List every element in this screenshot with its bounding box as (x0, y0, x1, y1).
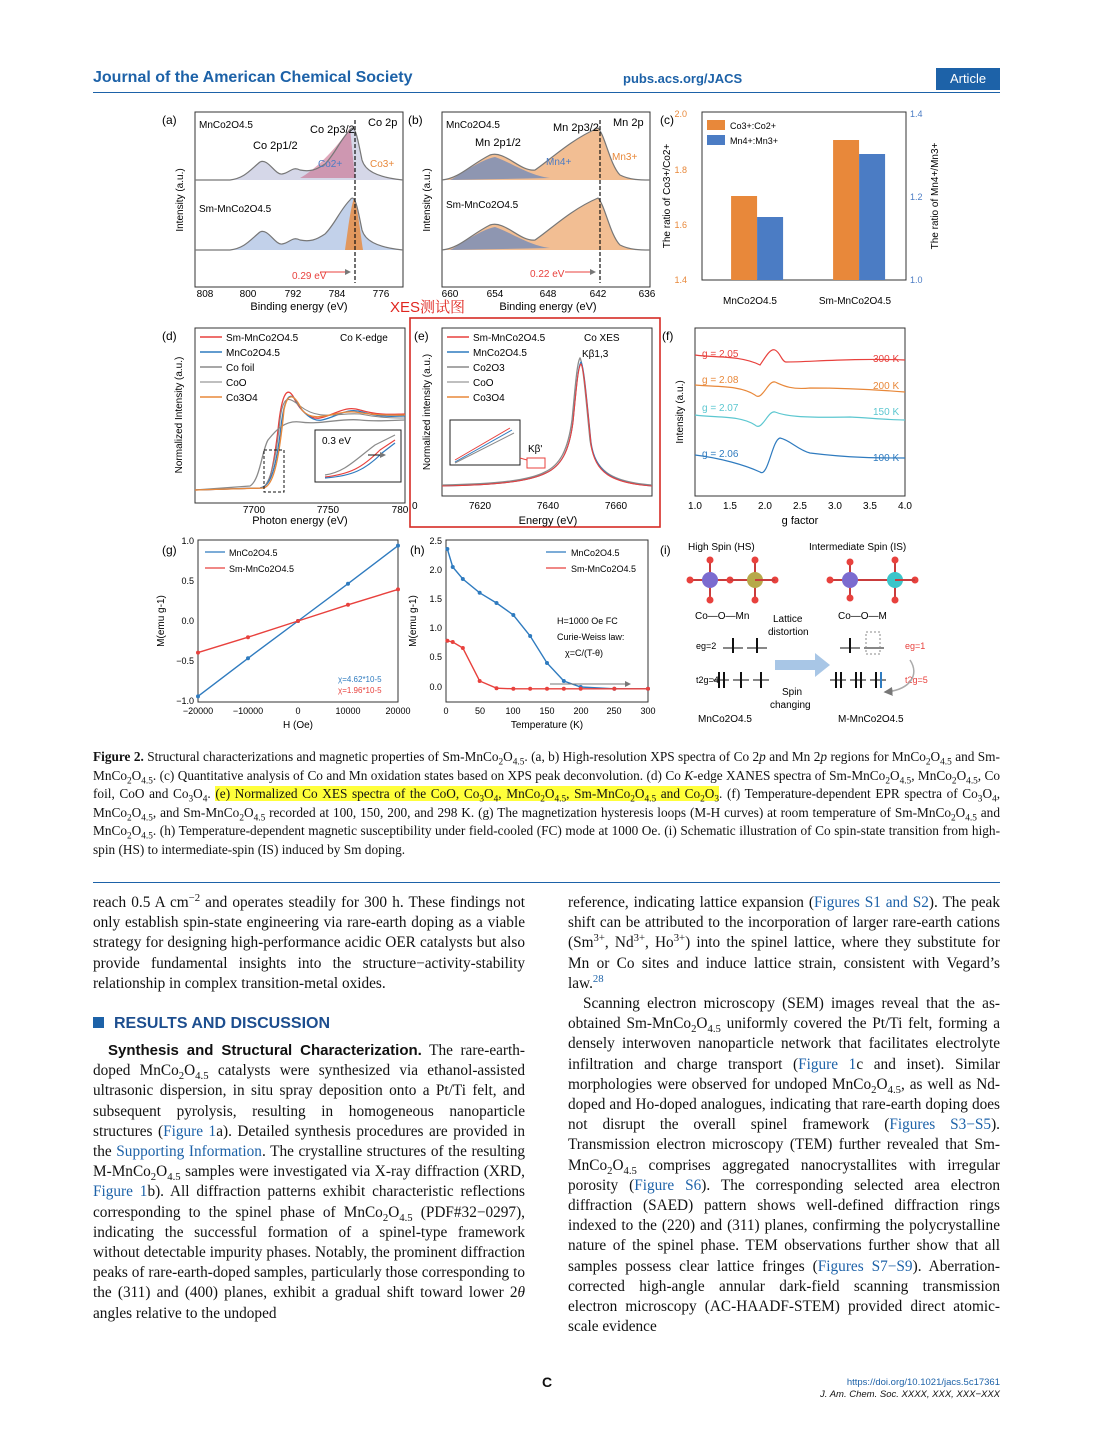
svg-text:changing: changing (770, 700, 811, 711)
svg-text:t2g=5: t2g=5 (905, 675, 928, 685)
legend-swatch-co (707, 120, 725, 130)
panel-c-cat-1: MnCo2O4.5 (723, 296, 777, 307)
panel-b-label: (b) (408, 113, 423, 127)
svg-text:776: 776 (372, 289, 390, 300)
series-point-1-2 (461, 646, 465, 650)
svg-text:g = 2.05: g = 2.05 (702, 349, 739, 360)
svg-text:250: 250 (606, 706, 622, 716)
svg-text:Co2O3: Co2O3 (473, 363, 505, 374)
panel-g-ylabel: M(emu g-1) (156, 595, 167, 647)
panel-d-title: Co K-edge (340, 333, 388, 344)
svg-text:MnCo2O4.5: MnCo2O4.5 (698, 714, 752, 725)
panel-d-label: (d) (162, 329, 177, 343)
panel-b-p32: Mn 2p3/2 (553, 122, 599, 134)
journal-reference: J. Am. Chem. Soc. XXXX, XXX, XXX−XXX (820, 1389, 1000, 1400)
svg-text:648: 648 (539, 289, 557, 300)
series-point-1-4 (396, 587, 400, 591)
svg-text:High Spin (HS): High Spin (HS) (688, 542, 755, 553)
svg-text:0.5: 0.5 (181, 576, 194, 586)
panel-g (156, 536, 411, 731)
figure-1-link[interactable]: Figure 1 (163, 1122, 217, 1140)
panel-d-ylabel: Normalized Intensity (a.u.) (174, 356, 185, 474)
doi-link[interactable]: https://doi.org/10.1021/jacs.5c17361 (846, 1377, 1000, 1388)
series-point-0-6 (528, 634, 532, 638)
svg-text:−10000: −10000 (232, 706, 264, 716)
svg-text:636: 636 (638, 289, 656, 300)
figure-caption: Figure 2. Structural characterizations and magnetic properties of $Sm-MnCo_2O_{4.5}$. (a, b) High-resolution XPS spectra of Co 2p and Mn 2p regions for $MnCo_2O_{4.5}$ and $Sm-MnCo_2O_{4.5}$. (c) Quantitative analysis of Co and Mn oxidation states based on XPS peak deconvolution. (d) Co K-edge XANES spectra of $Sm-MnCo_2O_{4.5}$, $MnCo_2O_{4.5}$, Co foil, CoO and $Co_3O_4$. (e) Normalized Co XES spectra of the CoO, $Co_3O_4$, $MnCo_2O_{4.5}$, $Sm-MnCo_2O_{4.5}$ and $Co_2O_3$. (f) Temperature-dependent EPR spectra of $Co_3O_4$, $MnCo_2O_{4.5}$, and $Sm-MnCo_2O_{4.5}$ recorded at 100, 150, 200, and 298 K. (g) The magnetization hysteresis loops (M-H curves) at room temperature of $Sm-MnCo_2O_{4.5}$ and $MnCo_2O_{4.5}$. (h) Temperature-dependent magnetic susceptibility under field-cooled (FC) mode at 1000 Oe. (i) Schematic illustration of Co spin-state transition from high-spin (HS) to intermediate-spin (IS) induced by Sm doping. (93, 749, 1001, 857)
panel-b (408, 112, 656, 313)
svg-text:642: 642 (589, 289, 607, 300)
series-point-0-2 (461, 577, 465, 581)
caption-divider (93, 882, 1000, 883)
svg-text:3.5: 3.5 (863, 501, 877, 512)
svg-text:1.5: 1.5 (429, 594, 442, 604)
octahedron-is-icon (827, 557, 919, 604)
svg-text:MnCo2O4.5: MnCo2O4.5 (571, 548, 620, 558)
svg-text:2.0: 2.0 (674, 109, 687, 119)
panel-f-xlabel: g factor (781, 515, 819, 527)
figures-s1-s2-link[interactable]: Figures S1 and S2 (813, 894, 929, 911)
svg-text:−20000: −20000 (182, 706, 214, 716)
series-point-0-0 (445, 547, 449, 551)
svg-text:800: 800 (239, 289, 257, 300)
panel-c-legend-co: Co3+:Co2+ (730, 121, 777, 131)
panel-b-mn4: Mn4+ (546, 157, 572, 168)
svg-text:1.0: 1.0 (181, 536, 194, 546)
svg-text:g = 2.07: g = 2.07 (702, 403, 739, 414)
svg-text:Spin: Spin (782, 687, 803, 698)
panel-g-chi1: χ=4.62*10-5 (338, 675, 382, 684)
panel-e-kbp: Kβ' (528, 444, 543, 455)
panel-a-ylabel: Intensity (a.u.) (175, 168, 186, 232)
svg-text:0.5: 0.5 (429, 652, 442, 662)
series-point-1-3 (346, 603, 350, 607)
panel-a-shift: 0.29 eV (292, 271, 327, 282)
panel-c-label: (c) (660, 113, 674, 127)
panel-i (660, 542, 928, 725)
series-point-0-3 (478, 591, 482, 595)
panel-e-label: (e) (414, 329, 429, 343)
svg-text:792: 792 (284, 289, 302, 300)
svg-text:MnCo2O4.5: MnCo2O4.5 (473, 348, 527, 359)
svg-text:7640: 7640 (536, 501, 560, 512)
svg-text:Co foil: Co foil (226, 363, 255, 374)
svg-text:2.5: 2.5 (793, 501, 807, 512)
series-point-1-3 (478, 679, 482, 683)
svg-text:200 K: 200 K (873, 381, 900, 392)
svg-text:Co—O—Mn: Co—O—Mn (695, 611, 750, 622)
svg-text:100 K: 100 K (873, 453, 900, 464)
panel-a-co2: Co2+ (318, 159, 343, 170)
svg-text:Co—O—M: Co—O—M (838, 611, 887, 622)
octahedron-hs-icon (687, 557, 779, 604)
spin-arrows-is-icon (830, 632, 886, 688)
svg-text:7660: 7660 (604, 501, 628, 512)
panel-a (162, 112, 403, 313)
subsection-heading: Synthesis and Structural Characterization. (108, 1042, 422, 1060)
svg-text:300 K: 300 K (873, 354, 900, 365)
panel-g-chi2: χ=1.96*10-5 (338, 686, 382, 695)
svg-text:M-MnCo2O4.5: M-MnCo2O4.5 (838, 714, 904, 725)
right-column: reference, indicating lattice expansion (Figures S1 and S2). The peak shift can be attributed to the incorporation of larger rare-earth cations ($Sm^{3+}$, $Nd^{3+}$, $Ho^{3+}$) into the spinel lattice, where they substitute for Mn or Co sites and induce lattice strain, consistent with Vegard’s law.$^{28}$ Scanning electron microscopy (SEM) images reveal that the as-obtained $Sm-MnCo_2O_{4.5}$ uniformly covered the Pt/Ti felt, forming a densely interwoven nanoparticle network that facilitates electrolyte infiltration and charge transport (Figure 1c and inset). Similar morphologies were observed for undoped $MnCo_2O_{4.5}$, as well as Nd-doped and Ho-doped analogues, indicating that rare-earth doping does not disrupt the overall spinel framework (Figures S3−S5). Transmission electron microscopy (TEM) further revealed that $Sm-MnCo_2O_{4.5}$ comprises aggregated nanocrystallites with irregular porosity (Figure S6). The corresponding selected area electron diffraction (SAED) pattern shows well-defined diffraction rings indexed to the (220) and (311) planes, confirming the polycrystalline nature of the spinel phase. TEM observations further show that all samples possess clear lattice fringes (Figures S7−S9). Aberration-corrected high-angle annular dark-field scanning transmission electron microscopy (AC-HAADF-STEM) provided direct atomic-scale evidence (568, 894, 1001, 1336)
panel-b-mn3: Mn3+ (612, 152, 638, 163)
svg-text:Intermediate Spin (IS): Intermediate Spin (IS) (809, 542, 907, 553)
panel-b-bottom-label: Sm-MnCo2O4.5 (446, 200, 519, 211)
series-point-0-8 (562, 679, 566, 683)
svg-text:7750: 7750 (316, 505, 340, 516)
panel-c (660, 109, 941, 307)
panel-b-top-label: MnCo2O4.5 (446, 120, 500, 131)
svg-text:distortion: distortion (768, 627, 809, 638)
panel-a-label: (a) (162, 113, 177, 127)
panel-e-title: Co XES (584, 333, 620, 344)
svg-text:Sm-MnCo2O4.5: Sm-MnCo2O4.5 (571, 564, 637, 574)
panel-e-kb13: Kβ1,3 (582, 349, 609, 360)
series-point-1-5 (511, 687, 515, 691)
svg-text:1.2: 1.2 (910, 192, 923, 202)
panel-b-ylabel: Intensity (a.u.) (422, 168, 433, 232)
svg-text:eg=1: eg=1 (905, 641, 926, 651)
svg-text:eg=2: eg=2 (696, 641, 717, 651)
svg-text:1.6: 1.6 (674, 220, 687, 230)
svg-text:1.4: 1.4 (674, 275, 687, 285)
series-point-1-10 (612, 687, 616, 691)
series-point-1-2 (296, 619, 300, 623)
panel-b-xlabel: Binding energy (eV) (499, 301, 597, 313)
panel-d-inset: 0.3 eV (322, 436, 351, 447)
svg-text:808: 808 (196, 289, 214, 300)
journal-url[interactable]: pubs.acs.org/JACS (623, 71, 743, 86)
figures-s7-s9-link[interactable]: Figures S7−S9 (817, 1257, 913, 1275)
series-point-1-0 (445, 639, 449, 643)
panel-i-label: (i) (660, 543, 671, 557)
series-point-1-6 (528, 687, 532, 691)
page-number: C (542, 1374, 553, 1390)
svg-text:Co3O4: Co3O4 (226, 393, 258, 404)
svg-text:2.0: 2.0 (758, 501, 772, 512)
page-header (93, 68, 1000, 92)
svg-text:1.4: 1.4 (910, 109, 923, 119)
svg-text:50: 50 (474, 706, 486, 716)
series-point-0-4 (396, 544, 400, 548)
panel-b-corner: Mn 2p (613, 117, 644, 129)
panel-b-p12: Mn 2p1/2 (475, 137, 521, 149)
svg-text:g = 2.08: g = 2.08 (702, 375, 739, 386)
svg-text:Sm-MnCo2O4.5: Sm-MnCo2O4.5 (473, 333, 546, 344)
panel-h-xlabel: Temperature (K) (510, 720, 584, 731)
left-column: reach 0.5 A $cm^{-2}$ and operates steadily for 300 h. These findings not only establish spin-state engineering via rare-earth doping as a viable strategy for designing high-performance acidic OER catalysts but also provide fundamental insights into the structure−activity-stability relationship in complex transition-metal oxides. RESULTS AND DISCUSSION Synthesis and Structural Characterization. The rare-earth-doped $MnCo_2O_{4.5}$ catalysts were synthesized via ethanol-assisted ultrasonic dispersion, in situ spray deposition onto a Pt/Ti felt, and subsequent pyrolysis, resulting in homogeneous nanoparticle structures (Figure 1a). Detailed synthesis procedures are provided in the Supporting Information. The crystalline structures of the resulting $M-MnCo_2O_{4.5}$ samples were investigated via X-ray diffraction (XRD, Figure 1b). All diffraction patterns exhibit characteristic reflections corresponding to the spinel phase of $MnCo_2O_{4.5}$ (PDF#32−0297), indicating the successful formation of a spinel-type framework without detectable impurity phases. Notably, the prominent diffraction peaks of rare-earth-doped samples, particularly those corresponding to the (311) and (400) planes, exhibit a gradual shift toward lower 2θ angles relative to the undoped (93, 891, 526, 1322)
panel-c-bars (731, 140, 885, 280)
series-point-1-1 (246, 635, 250, 639)
panel-h (408, 536, 656, 731)
svg-text:1.0: 1.0 (688, 501, 702, 512)
svg-text:1.0: 1.0 (429, 623, 442, 633)
spin-arrows-hs-icon (713, 638, 769, 688)
series-point-1-4 (495, 686, 499, 690)
svg-text:2.0: 2.0 (429, 565, 442, 575)
panel-a-xlabel: Binding energy (eV) (250, 301, 348, 313)
svg-text:0: 0 (295, 706, 301, 716)
panel-a-p32: Co 2p3/2 (310, 124, 355, 136)
ref-28-link[interactable]: 28 (592, 972, 604, 985)
section-heading: RESULTS AND DISCUSSION (93, 1015, 525, 1033)
series-point-1-7 (545, 687, 549, 691)
article-type-badge: Article (936, 68, 1000, 90)
series-point-1-11 (646, 687, 650, 691)
series-point-1-8 (562, 687, 566, 691)
panel-d-xlabel: Photon energy (eV) (252, 515, 348, 527)
bar-co-0 (731, 196, 757, 280)
panel-e-xlabel: Energy (eV) (518, 515, 578, 527)
figure-1b-link[interactable]: Figure 1 (93, 1183, 148, 1201)
svg-text:0: 0 (443, 706, 449, 716)
panel-d (162, 328, 409, 527)
svg-text:150: 150 (539, 706, 555, 716)
svg-text:g = 2.06: g = 2.06 (702, 449, 739, 460)
svg-text:20000: 20000 (385, 706, 411, 716)
journal-name[interactable]: Journal of the American Chemical Society (93, 69, 413, 86)
panel-h-ylabel: M(emu g-1) (408, 595, 419, 647)
svg-text:−0.5: −0.5 (176, 656, 194, 666)
svg-text:CoO: CoO (226, 378, 247, 389)
figure-1c-link[interactable]: Figure 1 (798, 1055, 857, 1073)
series-point-0-7 (545, 661, 549, 665)
series-point-1-9 (579, 687, 583, 691)
svg-text:MnCo2O4.5: MnCo2O4.5 (226, 348, 280, 359)
panel-f (662, 328, 912, 527)
svg-text:654: 654 (486, 289, 504, 300)
svg-text:4.0: 4.0 (898, 501, 912, 512)
svg-text:MnCo2O4.5: MnCo2O4.5 (229, 548, 278, 558)
series-point-0-0 (196, 694, 200, 698)
svg-text:Lattice: Lattice (773, 614, 803, 625)
panel-f-ylabel: Intensity (a.u.) (675, 380, 686, 444)
series-point-1-0 (196, 651, 200, 655)
panel-f-label: (f) (662, 329, 674, 343)
bar-mn-1 (859, 154, 885, 280)
panel-h-note2: Curie-Weiss law: (557, 632, 625, 642)
highlighted-caption-e: (e) Normalized Co XES spectra of the CoO, $Co_3O_4$, $MnCo_2O_{4.5}$, $Sm-MnCo_2O_{4.5}$ and $Co_2O_3$ (215, 786, 720, 805)
panel-g-label: (g) (162, 543, 177, 557)
panel-a-p12: Co 2p1/2 (253, 140, 298, 152)
svg-text:7700: 7700 (242, 505, 266, 516)
svg-text:2.5: 2.5 (429, 536, 442, 546)
series-point-0-1 (246, 656, 250, 660)
svg-text:660: 660 (441, 289, 459, 300)
panel-a-corner: Co 2p (368, 117, 398, 129)
svg-text:Sm-MnCo2O4.5: Sm-MnCo2O4.5 (229, 564, 295, 574)
panel-c-ylabel-right: The ratio of Mn4+/Mn3+ (930, 142, 941, 250)
panel-c-legend-mn: Mn4+:Mn3+ (730, 136, 779, 146)
header-divider (93, 92, 1000, 93)
panel-b-shift: 0.22 eV (530, 269, 565, 280)
series-point-1-1 (451, 640, 455, 644)
series-point-0-3 (346, 582, 350, 586)
panel-a-co3: Co3+ (370, 159, 395, 170)
series-point-0-5 (511, 613, 515, 617)
svg-text:1.5: 1.5 (723, 501, 737, 512)
svg-text:Co3O4: Co3O4 (473, 393, 505, 404)
svg-text:300: 300 (640, 706, 656, 716)
series-point-0-4 (495, 601, 499, 605)
legend-swatch-mn (707, 135, 725, 145)
svg-text:3.0: 3.0 (828, 501, 842, 512)
svg-text:780: 780 (391, 505, 409, 516)
transition-arrow-icon (775, 653, 830, 677)
svg-text:200: 200 (573, 706, 589, 716)
svg-text:Sm-MnCo2O4.5: Sm-MnCo2O4.5 (226, 333, 299, 344)
panel-g-xlabel: H (Oe) (283, 720, 313, 731)
panel-e (412, 328, 652, 527)
svg-text:10000: 10000 (335, 706, 361, 716)
panel-a-top-label: MnCo2O4.5 (199, 120, 253, 131)
panel-h-label: (h) (410, 543, 425, 557)
svg-text:1.8: 1.8 (674, 165, 687, 175)
svg-text:0.0: 0.0 (429, 682, 442, 692)
svg-text:150 K: 150 K (873, 407, 900, 418)
svg-text:784: 784 (328, 289, 346, 300)
xes-annotation: XES测试图 (390, 299, 466, 316)
svg-text:0.0: 0.0 (181, 616, 194, 626)
svg-text:1.0: 1.0 (910, 275, 923, 285)
figure-s6-link[interactable]: Figure S6 (634, 1176, 702, 1194)
series-point-0-1 (451, 565, 455, 569)
svg-text:CoO: CoO (473, 378, 494, 389)
panel-h-note3: χ=C/(T-θ) (565, 648, 603, 658)
panel-h-note1: H=1000 Oe FC (557, 616, 618, 626)
svg-text:100: 100 (505, 706, 521, 716)
figure-2 (150, 100, 950, 740)
figures-s3-s5-link[interactable]: Figures S3−S5 (889, 1116, 992, 1134)
svg-text:0: 0 (412, 501, 418, 512)
panel-a-bottom-label: Sm-MnCo2O4.5 (199, 204, 272, 215)
bar-mn-0 (757, 217, 783, 280)
bar-co-1 (833, 140, 859, 280)
supporting-info-link[interactable]: Supporting Information (116, 1143, 262, 1161)
panel-e-ylabel: Normalized intensity (a.u.) (422, 353, 433, 471)
svg-text:7620: 7620 (468, 501, 492, 512)
svg-text:t2g=4: t2g=4 (696, 675, 719, 685)
panel-c-cat-2: Sm-MnCo2O4.5 (818, 296, 892, 307)
svg-text:−1.0: −1.0 (176, 696, 194, 706)
panel-c-ylabel-left: The ratio of Co3+/Co2+ (662, 143, 673, 249)
